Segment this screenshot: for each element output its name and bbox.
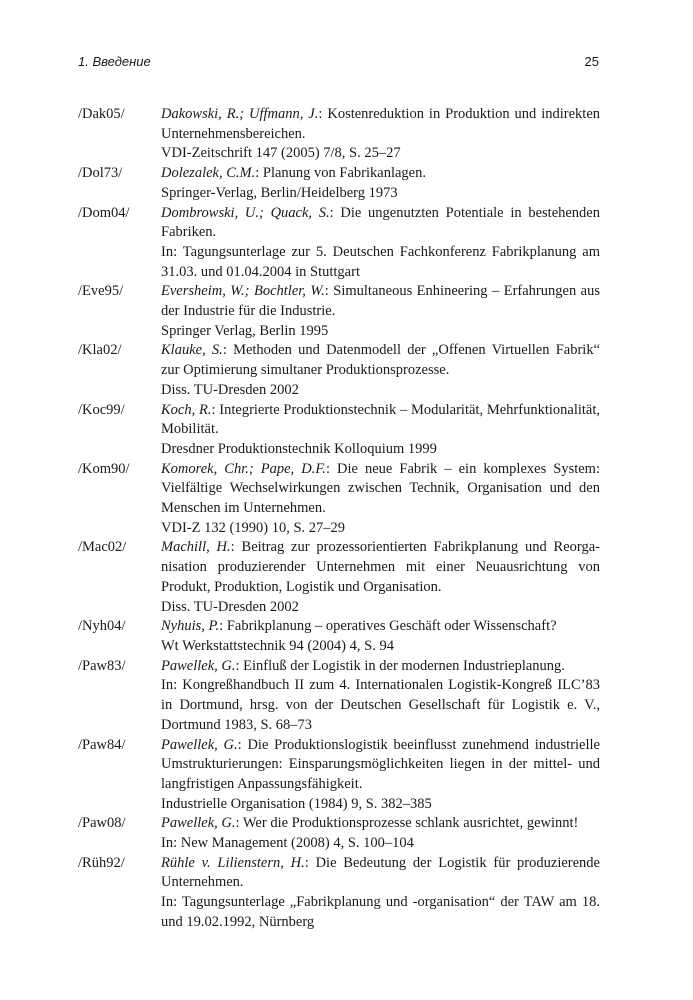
- reference-source: Dresdner Produktionstechnik Kolloquium 1999: [161, 440, 437, 457]
- reference-source: In: Tagungsunterlage zur 5. Deutschen Fachkonferenz Fabrikplanung am 31.03. und 01.04.2004 in Stuttgart: [161, 243, 600, 280]
- reference-separator: :: [211, 401, 220, 418]
- reference-entry: [78, 341, 600, 400]
- reference-entry: [78, 854, 600, 933]
- reference-body: [161, 204, 600, 283]
- reference-source: Wt Werkstattstechnik 94 (2004) 4, S. 94: [161, 637, 394, 654]
- reference-body: [161, 814, 600, 853]
- reference-key: /Dol73/: [78, 165, 123, 182]
- reference-source: In: Kongreßhandbuch II zum 4. Internationalen Logistik-Kongreß ILC’83 in Dortmund, hrsg. von der Deutschen Gesellschaft für Logistik e. V., Dortmund 1983, S. 68–73: [161, 677, 600, 733]
- reference-title: Die neue Fabrik – ein komplexes System: Vielfältige Wechselwirkungen zwischen Technik, Organisation und den Menschen im Unternehmen.: [161, 460, 600, 517]
- reference-source: VDI-Z 132 (1990) 10, S. 27–29: [161, 519, 346, 536]
- reference-separator: :: [235, 657, 244, 674]
- reference-body: [161, 282, 600, 341]
- reference-author: Nyhuis, P.: [161, 618, 220, 635]
- reference-entry: [78, 204, 600, 283]
- reference-source: Diss. TU-Dresden 2002: [161, 381, 299, 398]
- reference-key: /Mac02/: [78, 539, 127, 556]
- reference-entry: [78, 105, 600, 164]
- reference-separator: :: [237, 736, 248, 753]
- reference-key: /Kla02/: [78, 342, 122, 359]
- reference-separator: :: [304, 854, 316, 871]
- reference-entry: [78, 401, 600, 460]
- reference-title: Beitrag zur prozessorientierten Fabrikplanung und Reorganisation produzierender Unternehmen mit einer Neuausrichtung von Produkt, Produktion, Logistik und Organisation.: [161, 539, 601, 595]
- reference-entry: [78, 814, 600, 853]
- reference-entry: [78, 460, 600, 539]
- reference-title: Die ungenutzten Potentiale in bestehenden Fabriken.: [161, 204, 600, 241]
- reference-source: Springer-Verlag, Berlin/Heidelberg 1973: [161, 184, 398, 201]
- reference-separator: :: [255, 165, 263, 182]
- reference-key: /Paw08/: [78, 815, 126, 832]
- reference-title: Integrierte Produktionstechnik – Modularität, Mehrfunktionalität, Mobilität.: [161, 401, 600, 438]
- chapter-title: 1. Введение: [78, 54, 151, 69]
- reference-author: Koch, R.: [161, 401, 212, 418]
- reference-source: In: Tagungsunterlage „Fabrikplanung und -organisation“ der TAW am 18. und 19.02.1992, Nürnberg: [161, 894, 600, 930]
- reference-body: [161, 401, 600, 460]
- reference-separator: :: [325, 460, 338, 477]
- reference-source: Industrielle Organisation (1984) 9, S. 382–385: [161, 795, 432, 812]
- reference-source: In: New Management (2008) 4, S. 100–104: [161, 835, 414, 852]
- reference-separator: :: [318, 106, 328, 122]
- reference-entry: [78, 282, 600, 341]
- reference-title: Kostenreduktion in Produktion und indirekten Unternehmensbereichen.: [161, 106, 601, 142]
- reference-author: Rühle v. Lilienstern, H.: [161, 854, 305, 871]
- reference-title: Fabrikplanung – operatives Geschäft oder Wissenschaft?: [226, 618, 557, 635]
- reference-key: /Rüh92/: [78, 854, 125, 871]
- reference-separator: :: [222, 342, 234, 359]
- reference-key: /Nyh04/: [78, 618, 126, 635]
- reference-author: Dombrowski, U.; Quack, S.: [161, 204, 330, 221]
- running-header: [78, 54, 599, 74]
- reference-entry: [78, 538, 600, 617]
- reference-author: Dakowski, R.; Uffmann, J.: [161, 106, 319, 122]
- reference-entry: [78, 164, 600, 203]
- reference-body: [161, 341, 600, 400]
- reference-body: [161, 736, 600, 815]
- reference-key: /Dak05/: [78, 106, 125, 122]
- reference-separator: :: [235, 815, 243, 832]
- reference-entry: [78, 657, 600, 736]
- reference-title: Die Produktionslogistik beeinflusst zunehmend industrielle Umstrukturierungen: Einsparungsmöglichkeiten liegen in der mittel- und langfristigen Anpassungsfähigkeit.: [161, 736, 600, 792]
- reference-list: [78, 105, 600, 933]
- reference-body: [161, 105, 600, 164]
- reference-key: /Eve95/: [78, 283, 124, 300]
- reference-author: Klauke, S.: [161, 342, 223, 359]
- reference-body: [161, 164, 600, 203]
- reference-author: Machill, H.: [161, 539, 231, 556]
- reference-separator: :: [324, 283, 334, 300]
- page-number: 25: [584, 54, 599, 69]
- reference-body: [161, 657, 600, 736]
- reference-title: Einfluß der Logistik in der modernen Industrieplanung.: [243, 657, 565, 674]
- reference-key: /Koc99/: [78, 401, 125, 418]
- reference-title: Methoden und Datenmodell der „Offenen Virtuellen Fabrik“ zur Optimierung simultaner Produktionsprozesse.: [161, 342, 601, 379]
- reference-author: Pawellek, G.: [161, 657, 236, 674]
- reference-source: VDI-Zeitschrift 147 (2005) 7/8, S. 25–27: [161, 145, 401, 162]
- reference-separator: :: [219, 618, 227, 635]
- reference-body: [161, 617, 600, 656]
- reference-key: /Paw84/: [78, 736, 126, 753]
- reference-title: Simultaneous Enhineering – Erfahrungen aus der Industrie für die Industrie.: [161, 283, 600, 320]
- reference-author: Komorek, Chr.; Pape, D.F.: [161, 460, 326, 477]
- reference-key: /Paw83/: [78, 657, 126, 674]
- reference-author: Pawellek, G.: [161, 736, 238, 753]
- reference-body: [161, 538, 600, 617]
- reference-body: [161, 460, 600, 539]
- reference-separator: :: [329, 204, 341, 221]
- reference-source: Diss. TU-Dresden 2002: [161, 598, 299, 615]
- reference-title: Planung von Fabrikanlagen.: [262, 165, 426, 182]
- reference-author: Pawellek, G.: [161, 815, 236, 832]
- reference-title: Wer die Produktionsprozesse schlank ausrichtet, gewinnt!: [242, 815, 579, 832]
- reference-source: Springer Verlag, Berlin 1995: [161, 322, 329, 339]
- reference-key: /Dom04/: [78, 204, 130, 221]
- reference-title: Die Bedeutung der Logistik für produzierende Unternehmen.: [161, 854, 600, 891]
- reference-body: [161, 854, 600, 933]
- reference-entry: [78, 736, 600, 815]
- reference-author: Dolezalek, C.M.: [161, 165, 256, 182]
- reference-entry: [78, 617, 600, 656]
- reference-key: /Kom90/: [78, 460, 130, 477]
- reference-author: Eversheim, W.; Bochtler, W.: [161, 283, 325, 300]
- reference-separator: :: [230, 539, 242, 556]
